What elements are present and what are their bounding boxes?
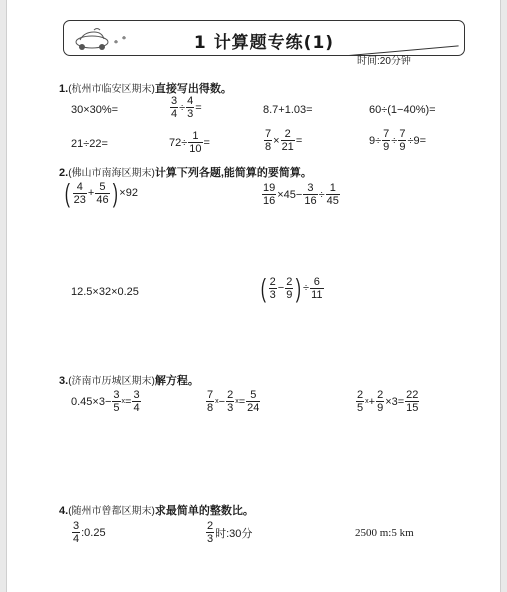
title-text: 计算题专练(1) — [213, 33, 335, 53]
q3-item-a: 0.45×3− $\frac{3}{5}$ x = $\frac{3}{4}$ — [71, 389, 140, 414]
q1-item-h: 9÷ $\frac{7}{9}$ ÷ $\frac{7}{9}$ ÷9= — [369, 128, 427, 153]
q4-item-b: 2 3 时:30分 — [207, 520, 253, 545]
q1-item-c: 8.7+1.03= — [263, 104, 313, 116]
q2-item-b: $\frac{19}{16}$ ×45− $\frac{3}{16}$ ÷ $\frac{1}{45}$ — [263, 182, 339, 207]
q3-item-c: 2 5 x + $\frac{2}{9}$ ×3= $\frac{22}{15}$ — [357, 389, 419, 414]
q1-text: 直接写出得数。 — [154, 83, 232, 95]
q2-text: 计算下列各题,能简算的要简算。 — [154, 167, 312, 179]
q1-source: (杭州市临安区期末) — [68, 84, 155, 95]
q1-item-f: 72÷ $\frac{1}{10}$ = — [169, 130, 210, 155]
q3-text: 解方程。 — [154, 375, 199, 387]
q3-item-b: 7 8 x − $\frac{2}{3}$ x = $\frac{5}{24}$ — [207, 389, 260, 414]
time-label: 时间:20分钟 — [357, 56, 411, 67]
q4-item-a: 3 4 :0.25 — [73, 520, 106, 545]
q2-item-a: ( 4 23 + $\frac{5}{46}$ ) ×92 — [64, 178, 138, 208]
q4-source: (随州市曾都区期末) — [68, 506, 155, 517]
question-3-heading: 3.(济南市历城区期末)解方程。 — [59, 375, 199, 387]
q4-text: 求最简单的整数比。 — [154, 505, 254, 517]
question-2-heading: 2.(佛山市南海区期末)计算下列各题,能简算的要简算。 — [59, 167, 312, 179]
q1-item-a: 30×30%= — [71, 104, 119, 116]
q1-item-b: $\frac{3}{4}$ ÷ $\frac{4}{3}$ = — [171, 95, 202, 120]
q2-item-d: ( 2 3 − $\frac{2}{9}$ ) ÷ $\frac{6}{11}$ — [260, 273, 323, 303]
question-4-heading: 4.(随州市曾都区期末)求最简单的整数比。 — [59, 505, 254, 517]
q4-item-c: 2500 m:5 km — [355, 527, 414, 539]
q2-source: (佛山市南海区期末) — [68, 168, 155, 179]
title-number: 1 — [193, 33, 207, 53]
q1-item-d: 60÷(1−40%)= — [369, 104, 436, 116]
q1-item-e: 21÷22= — [71, 138, 108, 150]
q1-item-g: $\frac{7}{8}$ × $\frac{2}{21}$ = — [265, 128, 303, 153]
q3-source: (济南市历城区期末) — [68, 376, 155, 387]
worksheet-page — [6, 0, 501, 592]
q2-item-c: 12.5×32×0.25 — [71, 286, 139, 298]
question-1-heading: 1.(杭州市临安区期末)直接写出得数。 — [59, 83, 232, 95]
